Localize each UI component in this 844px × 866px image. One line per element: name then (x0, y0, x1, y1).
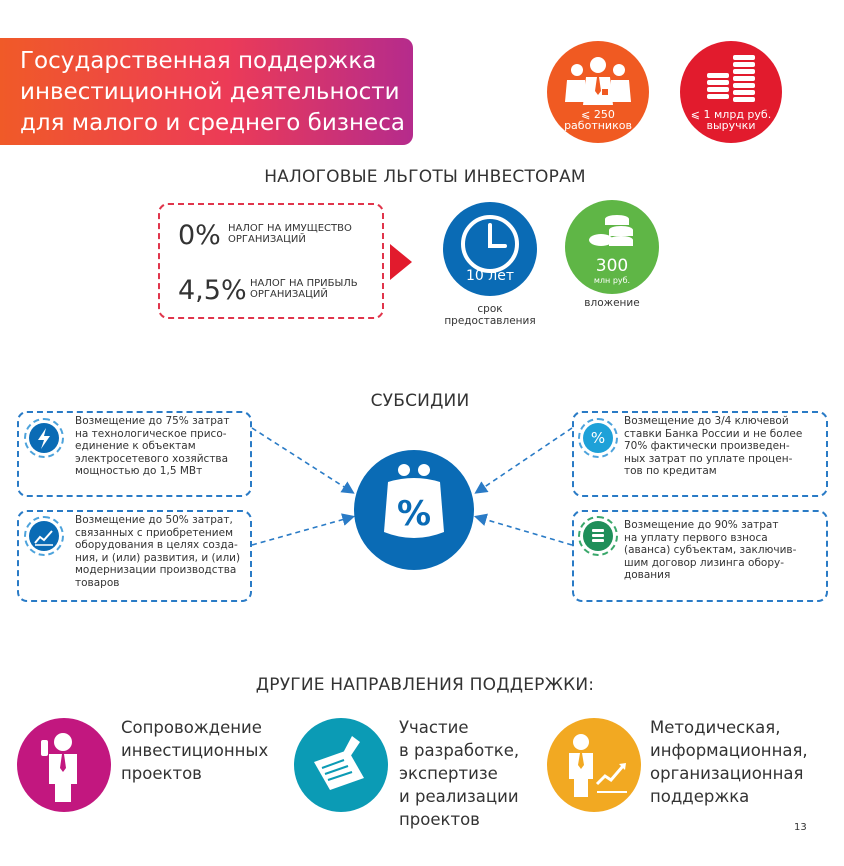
title-line-1: Государственная поддержка (20, 48, 377, 74)
subsidy-3-line: 70% фактически произведен- (624, 440, 790, 452)
subsidy-1-line: мощностью до 1,5 МВт (75, 465, 203, 477)
support-text (121, 716, 268, 785)
support-circle (17, 718, 111, 812)
percent-cycle-icon (583, 423, 613, 453)
page-number: 13 (794, 822, 807, 833)
other-3-line: поддержка (650, 787, 750, 806)
subsidy-2-line: товаров (75, 576, 120, 589)
businessman-phone-icon (35, 730, 95, 802)
percent-cycle-symbol: % (590, 429, 606, 447)
property-tax-line-1: НАЛОГ НА ИМУЩЕСТВО (228, 223, 352, 234)
other-heading: ДРУГИЕ НАПРАВЛЕНИЯ ПОДДЕРЖКИ: (255, 675, 595, 695)
development-circle (294, 718, 388, 812)
subsidy-4-line: Возмещение до 90% затрат (624, 519, 779, 531)
subsidy-4-line: шим договор лизинга обору- (624, 556, 785, 569)
term-caption-line-1: срок (477, 303, 503, 315)
subsidy-text-2 (75, 514, 240, 589)
subsidy-1-line: единение к объектам (75, 440, 196, 452)
subsidy-icon-1 (24, 418, 64, 458)
other-1-line: Сопровождение (121, 718, 262, 737)
subsidy-text-1 (75, 415, 229, 478)
subsidy-icon-2 (24, 516, 64, 556)
subsidy-text-4 (624, 519, 796, 582)
subsidy-1-line: на технологическое присо- (75, 427, 227, 440)
investment-unit: млн руб. (593, 276, 631, 285)
subsidy-icon-3 (578, 418, 618, 458)
workers-label: работников (564, 119, 632, 132)
revenue-value: ⩽ 1 млрд руб. (690, 108, 772, 121)
other-2-line: Участие (399, 718, 469, 737)
subsidies-heading: СУБСИДИИ (370, 391, 470, 411)
subsidy-1-line: электросетевого хозяйства (75, 452, 229, 465)
other-3-line: организационная (650, 764, 804, 783)
other-2-line: в разработке, (399, 741, 520, 760)
term-value: 10 лет (466, 268, 514, 284)
methodical-circle (547, 718, 641, 812)
subsidy-4-line: (аванса) субъектам, заключив- (624, 544, 797, 556)
title-line-3: для малого и среднего бизнеса (20, 110, 405, 136)
subsidy-4-line: дования (624, 569, 671, 581)
subsidy-4-line: на уплату первого взноса (624, 531, 768, 544)
title-line-2: инвестиционной деятельности (20, 79, 400, 105)
other-2-line: экспертизе (399, 764, 498, 783)
workers-value: ⩽ 250 (581, 108, 615, 121)
subsidy-3-line: тов по кредитам (624, 465, 717, 477)
subsidy-3-line: ных затрат по уплате процен- (624, 452, 793, 465)
profit-tax-line-1: НАЛОГ НА ПРИБЫЛЬ (250, 278, 358, 289)
chart-growth-icon (29, 521, 59, 551)
property-tax-pct: 0% (178, 220, 221, 251)
subsidy-2-line: Возмещение до 50% затрат, (75, 514, 233, 526)
subsidy-center-circle (354, 450, 474, 570)
revenue-label: выручки (706, 119, 756, 132)
subsidy-3-line: Возмещение до 3/4 ключевой (624, 415, 789, 427)
profit-tax-pct: 4,5% (178, 275, 247, 306)
subsidy-2-line: ния, и (или) развития, и (или) (75, 551, 241, 564)
development-text (399, 716, 519, 831)
investment-value: 300 (595, 256, 629, 276)
lightning-icon (29, 423, 59, 453)
subsidy-text-3 (624, 415, 802, 478)
other-3-line: информационная, (650, 741, 808, 760)
coins-icon (583, 521, 613, 551)
methodical-text (650, 716, 808, 808)
subsidy-icon-4 (578, 516, 618, 556)
subsidy-2-line: модернизации производства (75, 564, 237, 576)
other-1-line: инвестиционных (121, 741, 269, 760)
percent-symbol: % (396, 494, 432, 534)
other-1-line: проектов (121, 764, 202, 783)
investment-caption: вложение (584, 297, 640, 309)
subsidy-3-line: ставки Банка России и не более (624, 427, 803, 440)
other-3-line: Методическая, (650, 718, 781, 737)
property-tax-line-2: ОРГАНИЗАЦИЙ (228, 234, 306, 245)
document-pen-icon (308, 732, 374, 798)
subsidy-1-line: Возмещение до 75% затрат (75, 415, 230, 427)
other-2-line: проектов (399, 810, 480, 829)
businessman-chart-icon (559, 732, 631, 800)
subsidy-2-line: связанных с приобретением (75, 526, 234, 539)
tax-heading: НАЛОГОВЫЕ ЛЬГОТЫ ИНВЕСТОРАМ (264, 167, 586, 187)
profit-tax-line-2: ОРГАНИЗАЦИЙ (250, 289, 328, 300)
term-caption-line-2: предоставления (444, 315, 536, 327)
subsidy-2-line: оборудования в целях созда- (75, 539, 238, 551)
other-2-line: и реализации (399, 787, 519, 806)
